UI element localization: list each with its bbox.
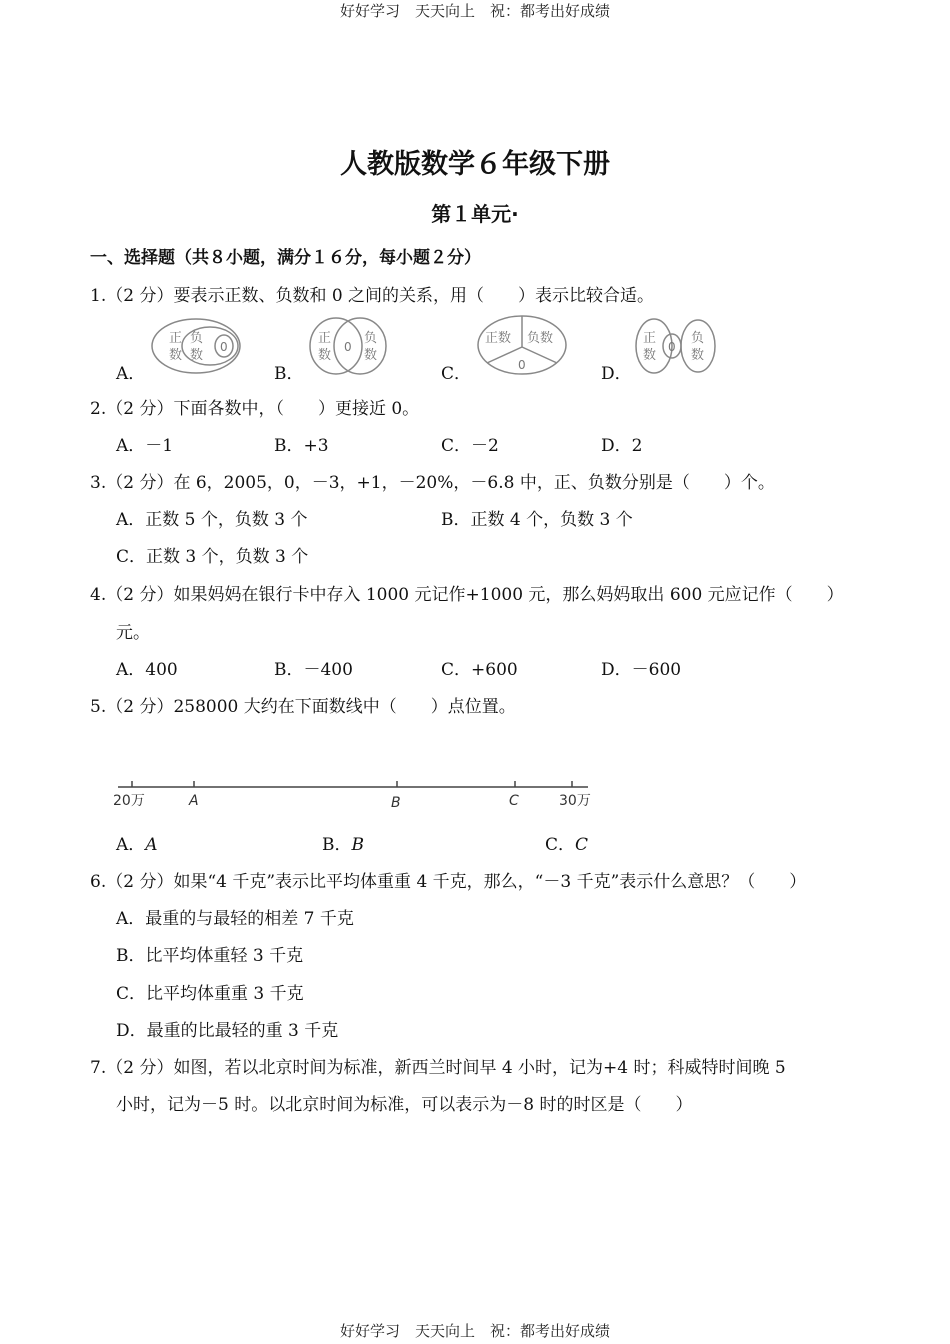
page-header: 好好学习 天天向上 祝：都考出好成绩 <box>339 2 610 20</box>
q5-option-a[interactable] <box>116 830 158 855</box>
q5-option-b-letter: B <box>351 835 364 855</box>
page-title: 人教版数学６年级下册 <box>340 149 610 180</box>
q4-option-c[interactable]: C．+600 <box>441 660 518 680</box>
question-3-text: 3.（2 分）在 6，2005，0，－3，+1，－20%，－6.8 中，正、负数分别是（ ）个。 <box>90 473 775 493</box>
q1-option-d[interactable]: D． <box>601 364 632 384</box>
q5-option-c[interactable] <box>545 830 588 855</box>
venn-b-neg-top: 负 <box>364 331 378 346</box>
q5-option-b[interactable] <box>322 830 364 855</box>
question-2-text: 2.（2 分）下面各数中，（ ）更接近 0。 <box>90 399 420 419</box>
q5-option-a-letter: A <box>145 835 158 855</box>
page-footer: 好好学习 天天向上 祝：都考出好成绩 <box>339 1322 610 1340</box>
q5-option-b-prefix: B． <box>322 835 352 855</box>
label-end: 30万 <box>559 793 591 809</box>
section-heading: 一、选择题（共８小题，满分１６分，每小题２分） <box>90 248 481 268</box>
question-7-text-line1: 7.（2 分）如图，若以北京时间为标准，新西兰时间早 4 小时，记为+4 时；科威特时间晚 5 <box>90 1058 786 1078</box>
question-4-text-line1: 4.（2 分）如果妈妈在银行卡中存入 1000 元记作+1000 元，那么妈妈取出 600 元应记作（ ） <box>90 585 844 605</box>
q1-diagram-b <box>304 316 394 376</box>
venn-a-neg-top: 负 <box>190 331 204 346</box>
venn-d-neg-top: 负 <box>691 331 705 346</box>
q2-option-d[interactable]: D．2 <box>601 436 643 456</box>
venn-d-pos-bottom: 数 <box>643 348 657 363</box>
label-b: B <box>391 795 401 811</box>
q4-option-a[interactable]: A．400 <box>116 660 178 680</box>
q5-option-c-letter: C <box>575 835 589 855</box>
venn-b-pos-top: 正 <box>318 331 332 346</box>
venn-c-pos: 正数 <box>485 331 512 346</box>
venn-d-pos-top: 正 <box>643 331 657 346</box>
q6-option-c[interactable]: C．比平均体重重 3 千克 <box>116 984 304 1004</box>
q3-option-a[interactable]: A．正数 5 个，负数 3 个 <box>116 510 308 530</box>
q1-diagram-a <box>148 316 248 376</box>
q6-option-a[interactable]: A．最重的与最轻的相差 7 千克 <box>116 909 354 929</box>
question-7-text-line2: 小时，记为－5 时。以北京时间为标准，可以表示为－8 时的时区是（ ） <box>116 1095 693 1115</box>
q5-option-c-prefix: C． <box>545 835 576 855</box>
label-a: A <box>189 793 199 809</box>
venn-d-neg-bottom: 数 <box>691 348 705 363</box>
q6-option-d[interactable]: D．最重的比最轻的重 3 千克 <box>116 1021 339 1041</box>
venn-c-neg: 负数 <box>527 331 554 346</box>
q1-option-a[interactable]: A． <box>116 364 146 384</box>
venn-d-zero: 0 <box>668 340 676 354</box>
venn-b-zero: 0 <box>344 340 352 354</box>
venn-a-neg-bottom: 数 <box>190 348 204 363</box>
q1-option-b[interactable]: B． <box>274 364 304 384</box>
q2-option-c[interactable]: C．－2 <box>441 436 499 456</box>
question-4-text-line2: 元。 <box>116 623 150 643</box>
q1-option-c[interactable]: C． <box>441 364 472 384</box>
venn-c-zero: 0 <box>518 358 526 372</box>
q4-option-d[interactable]: D．－600 <box>601 660 682 680</box>
question-1-text: 1.（2 分）要表示正数、负数和 0 之间的关系，用（ ）表示比较合适。 <box>90 286 655 306</box>
q2-option-a[interactable]: A．－1 <box>116 436 174 456</box>
venn-b-pos-bottom: 数 <box>318 348 332 363</box>
venn-b-neg-bottom: 数 <box>364 348 378 363</box>
q1-diagram-c <box>474 314 570 376</box>
label-c: C <box>509 793 519 809</box>
q5-option-a-prefix: A． <box>116 835 146 855</box>
q2-option-b[interactable]: B．+3 <box>274 436 329 456</box>
venn-a-pos-top: 正 <box>169 331 183 346</box>
question-5-text: 5.（2 分）258000 大约在下面数线中（ ）点位置。 <box>90 697 516 717</box>
q1-diagram-d <box>634 316 720 376</box>
q5-number-line <box>110 776 600 812</box>
venn-a-pos-bottom: 数 <box>169 348 183 363</box>
venn-a-zero: 0 <box>220 340 228 354</box>
question-6-text: 6.（2 分）如果“4 千克”表示比平均体重重 4 千克，那么，“－3 千克”表示什么意思？（ ） <box>90 872 807 892</box>
label-start: 20万 <box>113 793 145 809</box>
q4-option-b[interactable]: B．－400 <box>274 660 353 680</box>
q6-option-b[interactable]: B．比平均体重轻 3 千克 <box>116 946 304 966</box>
q3-option-c[interactable]: C．正数 3 个，负数 3 个 <box>116 547 309 567</box>
q3-option-b[interactable]: B．正数 4 个，负数 3 个 <box>441 510 633 530</box>
unit-subtitle: 第１单元· <box>431 202 519 226</box>
